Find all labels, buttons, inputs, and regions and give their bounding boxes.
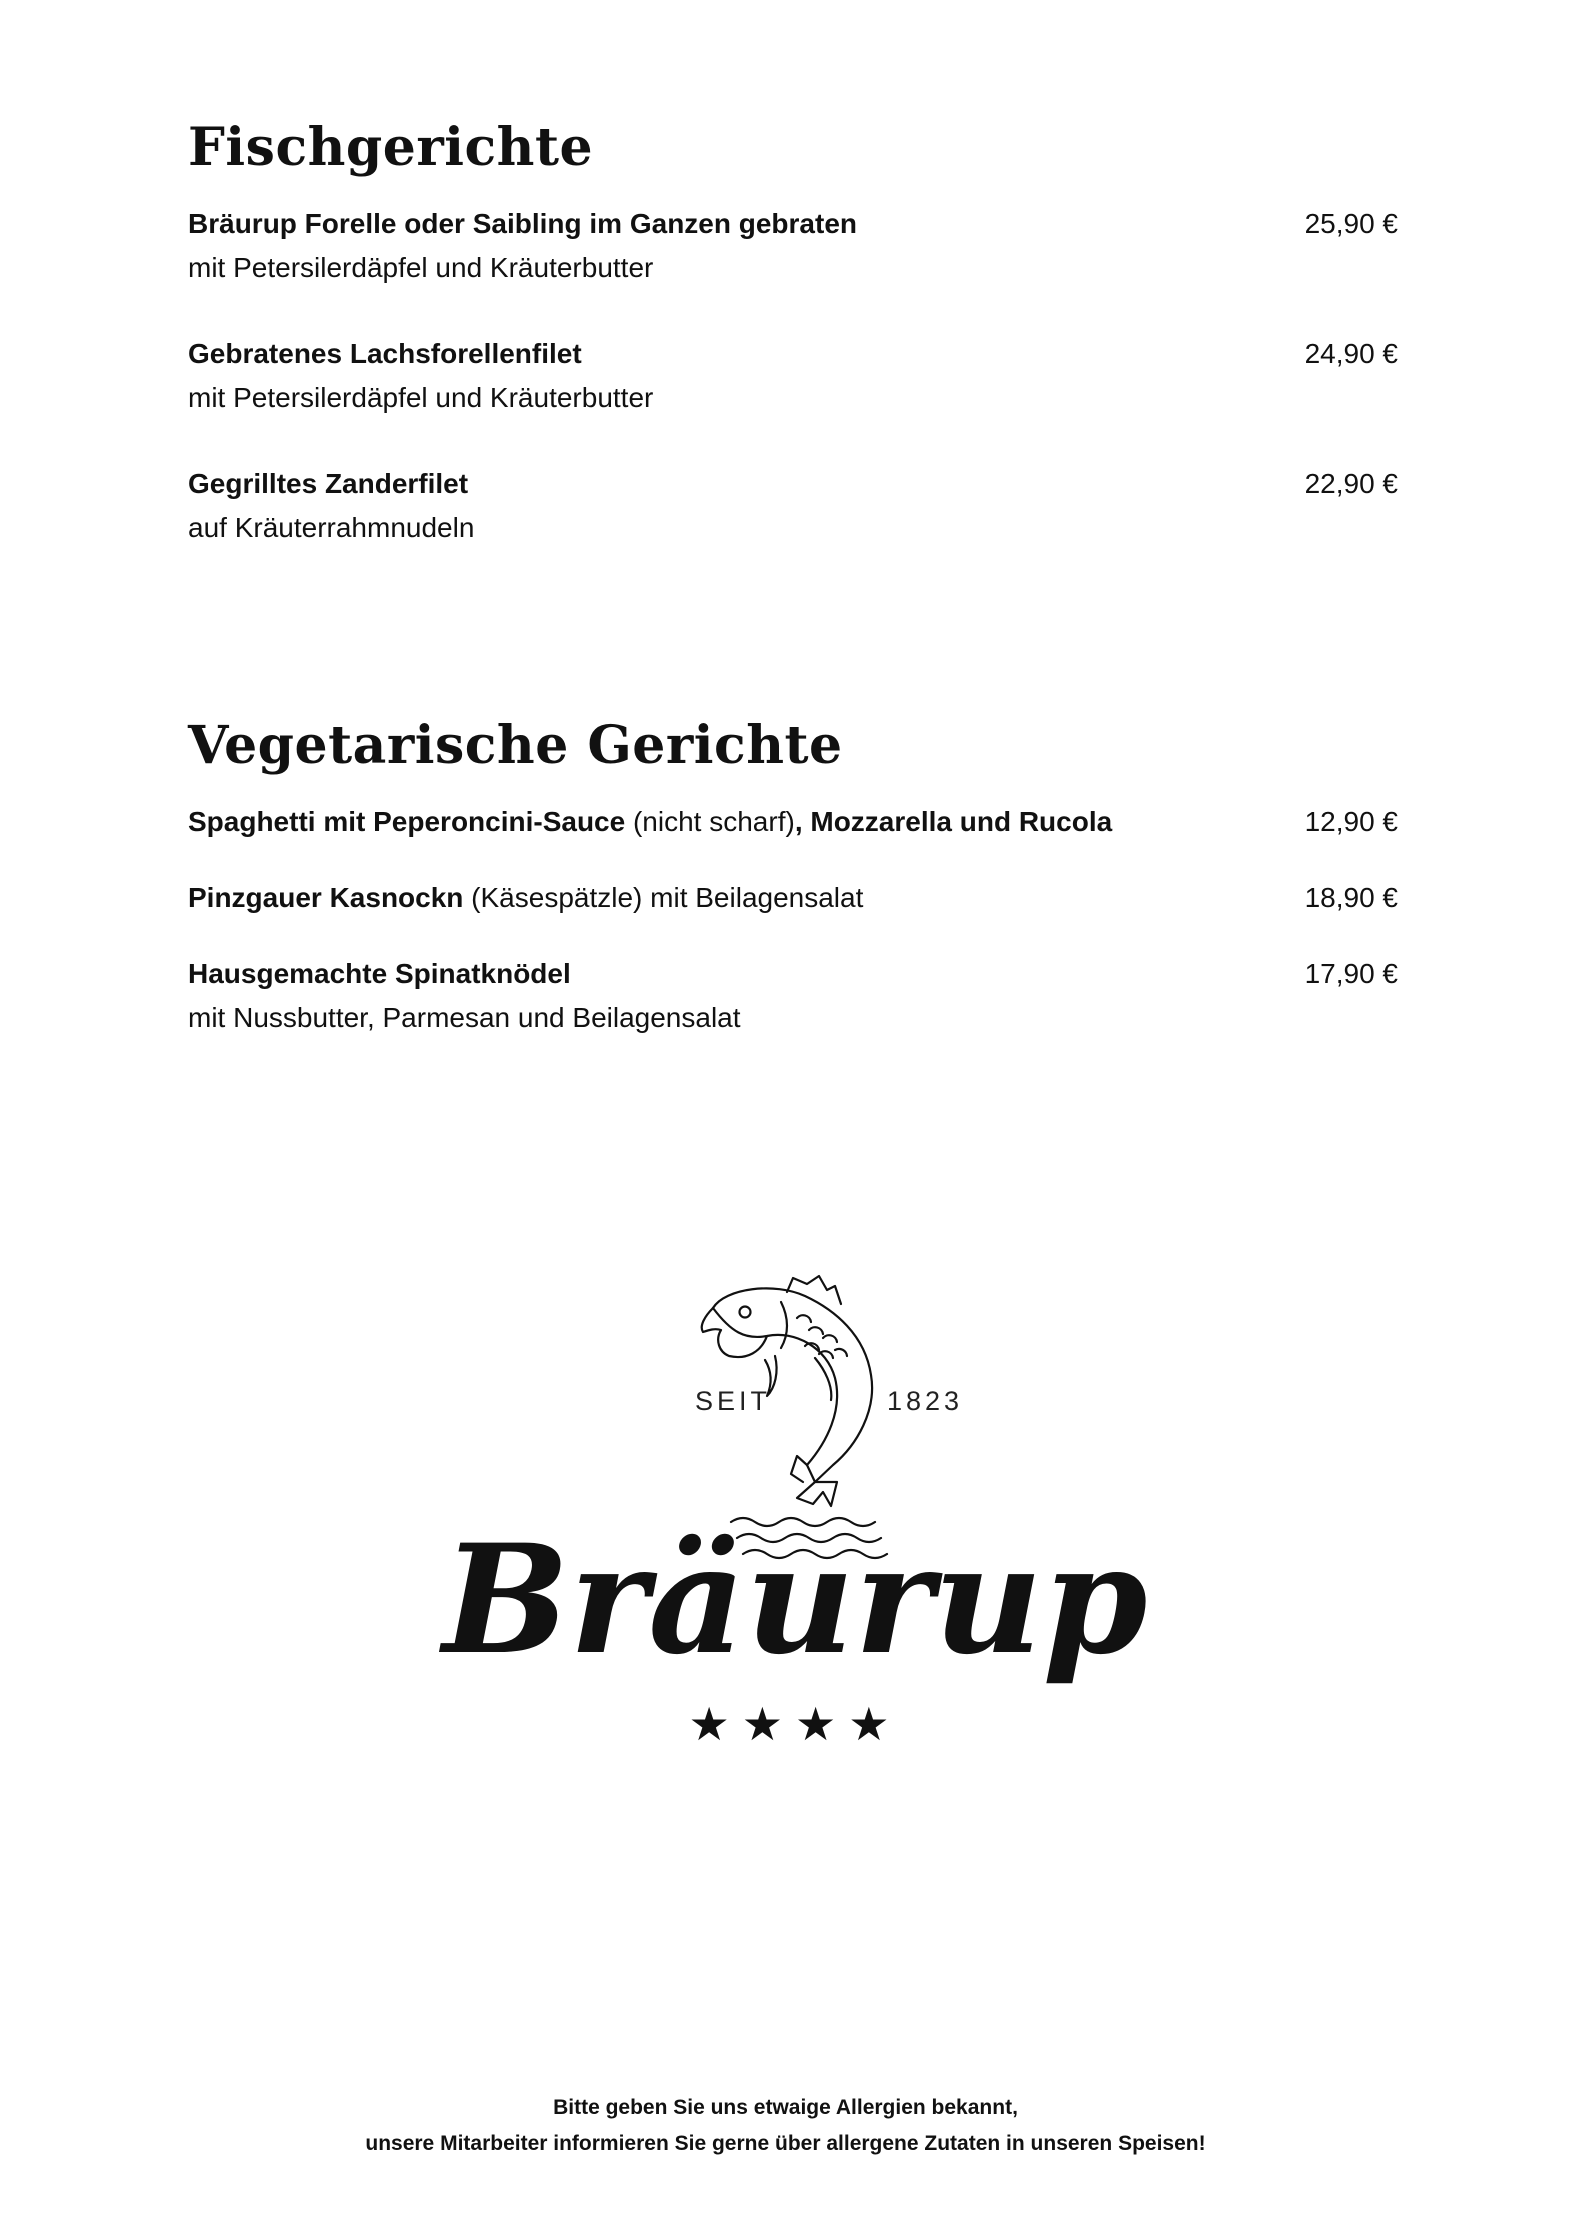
- item-price: 18,90 €: [1304, 882, 1398, 913]
- allergy-notice-line-1: Bitte geben Sie uns etwaige Allergien bekannt,: [553, 2096, 1018, 2119]
- item-name: Spaghetti mit Peperoncini-Sauce: [188, 806, 626, 837]
- menu-item: [188, 202, 1398, 290]
- item-name-line: [188, 202, 1398, 246]
- item-price: 24,90 €: [1304, 338, 1398, 369]
- logo-name: Bräurup: [442, 1512, 1148, 1688]
- menu-item: [188, 332, 1398, 420]
- menu-item: [188, 462, 1398, 550]
- item-name: Bräurup Forelle oder Saibling im Ganzen gebraten: [188, 208, 858, 239]
- item-price: 22,90 €: [1304, 468, 1398, 499]
- item-name: Pinzgauer Kasnockn: [188, 882, 464, 913]
- item-description: auf Kräuterrahmnudeln: [188, 512, 475, 543]
- section-title: Fischgerichte: [188, 117, 594, 178]
- item-name-line: [188, 952, 1398, 996]
- menu-item: [188, 800, 1398, 844]
- item-name: Hausgemachte Spinatknödel: [188, 958, 571, 989]
- section-vegetarian: [188, 715, 1398, 1082]
- item-note: (nicht scharf): [625, 806, 795, 837]
- menu-item: [188, 952, 1398, 1040]
- logo-year: 1823: [887, 1386, 964, 1416]
- item-price: 12,90 €: [1304, 806, 1398, 837]
- brand-logo: [395, 1260, 1195, 1760]
- item-description: mit Nussbutter, Parmesan und Beilagensalat: [188, 1002, 741, 1033]
- item-name: Gegrilltes Zanderfilet: [188, 468, 469, 499]
- item-description: mit Petersilerdäpfel und Kräuterbutter: [188, 252, 654, 283]
- logo-stars: ★★★★: [688, 1697, 902, 1751]
- item-name-extra: , Mozzarella und Rucola: [794, 806, 1113, 837]
- item-name-line: [188, 800, 1398, 844]
- item-price: 17,90 €: [1304, 958, 1398, 989]
- allergy-notice: [0, 2090, 1571, 2162]
- menu-item: [188, 876, 1398, 920]
- allergy-notice-line-2: unsere Mitarbeiter informieren Sie gerne über allergene Zutaten in unseren Speisen!: [365, 2132, 1206, 2155]
- item-name-line: [188, 332, 1398, 376]
- item-name: Gebratenes Lachsforellenfilet: [188, 338, 582, 369]
- section-fish: [188, 117, 1398, 592]
- item-note: (Käsespätzle) mit Beilagensalat: [463, 882, 864, 913]
- item-description: mit Petersilerdäpfel und Kräuterbutter: [188, 382, 654, 413]
- item-name-line: [188, 876, 1398, 920]
- item-price: 25,90 €: [1304, 208, 1398, 239]
- item-name-line: [188, 462, 1398, 506]
- section-title: Vegetarische Gerichte: [188, 715, 843, 776]
- logo-seit: SEIT: [695, 1386, 772, 1416]
